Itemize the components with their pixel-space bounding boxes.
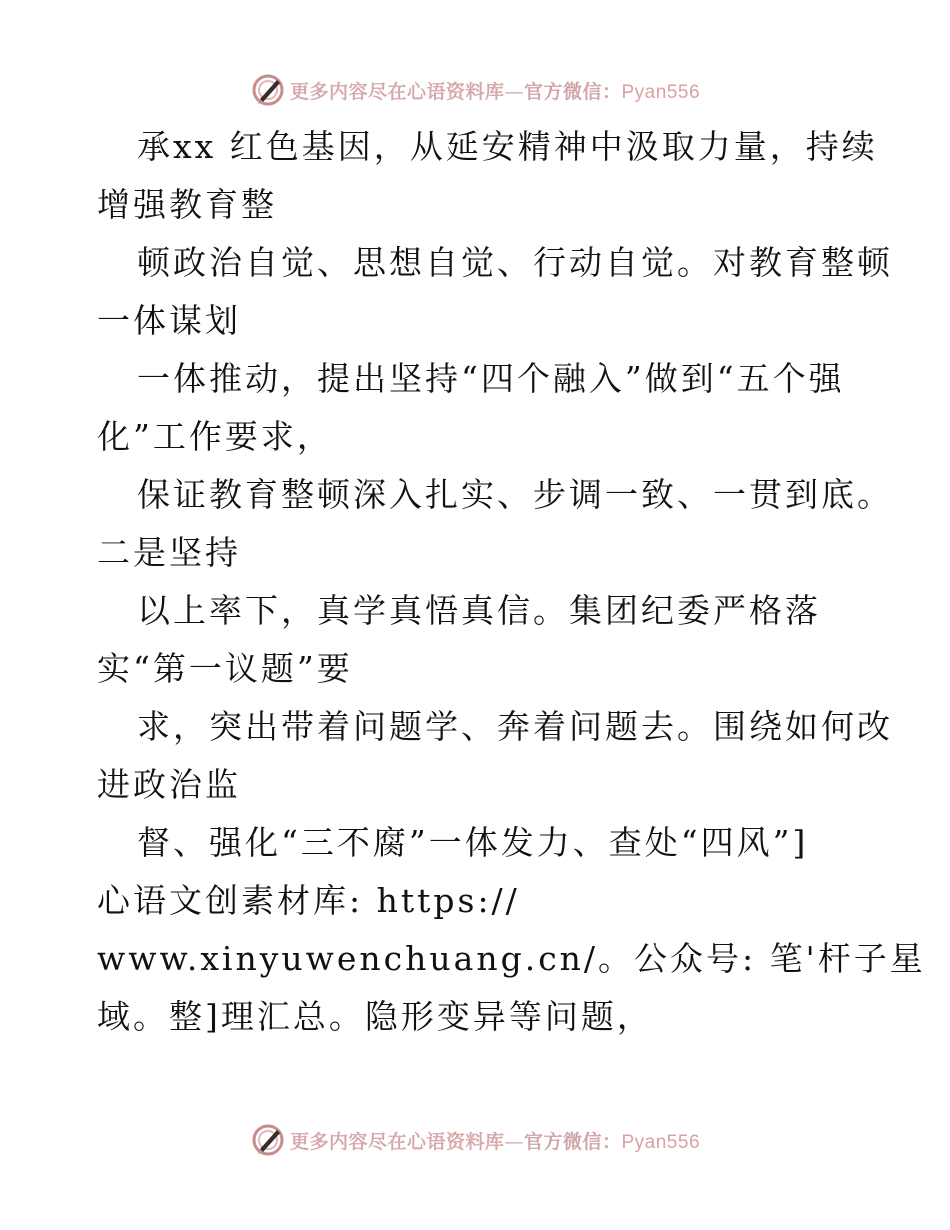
header-banner-title: 更多内容尽在心语资料库 — [289, 80, 505, 103]
doc-line: 进政治监 — [97, 765, 241, 804]
header-banner — [0, 70, 950, 110]
doc-line: 化”工作要求， — [97, 417, 333, 456]
doc-line: 承xx 红色基因，从延安精神中汲取力量，持续 — [137, 127, 878, 166]
header-banner-separator: — — [504, 80, 524, 103]
doc-line: 求，突出带着问题学、奔着问题去。围绕如何改 — [137, 707, 893, 746]
doc-line: 一体推动，提出坚持“四个融入”做到“五个强 — [137, 359, 845, 398]
footer-banner-separator: — — [504, 1130, 524, 1153]
pen-circle-logo-icon — [250, 72, 286, 108]
doc-line: 一体谋划 — [97, 301, 241, 340]
doc-line: 督、强化“三不腐”一体发力、查处“四风”] — [137, 823, 809, 862]
doc-line: 顿政治自觉、思想自觉、行动自觉。对教育整顿 — [137, 243, 893, 282]
doc-line: 以上率下，真学真悟真信。集团纪委严格落 — [137, 591, 821, 630]
doc-line: www.xinyuwenchuang.cn/。公众号: 笔'杆子星 — [97, 939, 926, 978]
doc-line: 增强教育整 — [97, 185, 277, 224]
doc-line: 保证教育整顿深入扎实、步调一致、一贯到底。 — [137, 475, 893, 514]
footer-banner — [0, 1120, 950, 1160]
doc-line: 实“第一议题”要 — [97, 649, 353, 688]
pen-circle-logo-icon — [250, 1122, 286, 1158]
header-banner-text — [290, 77, 700, 104]
doc-line: 域。整]理汇总。隐形变异等问题， — [97, 997, 653, 1036]
footer-banner-content — [250, 1122, 700, 1158]
footer-banner-wechat-label: 官方微信： — [523, 1130, 622, 1153]
footer-banner-title: 更多内容尽在心语资料库 — [289, 1130, 505, 1153]
header-banner-content — [250, 72, 700, 108]
footer-banner-wechat-handle: Pyan556 — [621, 1131, 701, 1153]
doc-line: 心语文创素材库: https:// — [97, 881, 520, 920]
footer-banner-text — [290, 1127, 700, 1154]
header-banner-wechat-handle: Pyan556 — [621, 81, 701, 103]
doc-line: 二是坚持 — [97, 533, 241, 572]
header-banner-wechat-label: 官方微信： — [523, 80, 622, 103]
